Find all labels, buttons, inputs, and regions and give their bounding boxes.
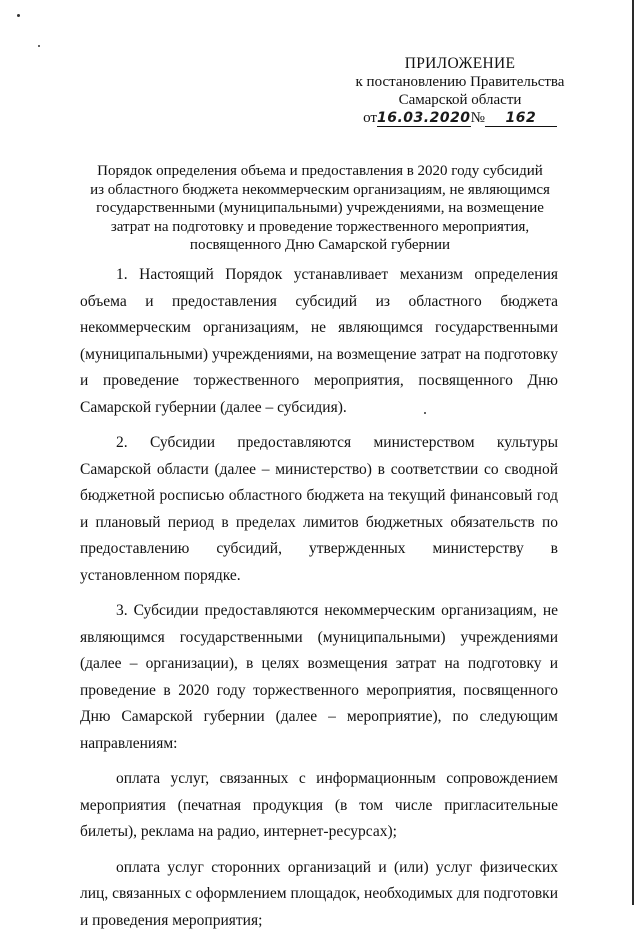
appendix-line: к постановлению Правительства [355,74,565,90]
scan-edge-line [632,0,634,905]
scan-speck [17,14,20,17]
paragraph-3: 3. Субсидии предоставляются некоммерческим организациям, не являющимся государственными (муниципальными) учреждениями (далее – организации), в целях возмещения затрат на подготовку и проведение в 2020 году торжественного мероприятия, посвященного Дню Самарской губернии (далее – мероприятие), по следующим направлениям: [80,602,558,752]
heading-line: затрат на подготовку и проведение торжественного мероприятия, [110,218,530,235]
heading-line: государственными (муниципальными) учреждениями, на возмещение [96,200,544,216]
handwritten-number: 162 [485,110,557,127]
heading-line: посвященного Дню Самарской губернии [189,237,451,253]
paragraph-5: оплата услуг сторонних организаций и (или) услуг физических лиц, связанных с оформлением площадок, необходимых для подготовки и проведения мероприятия; [80,858,558,929]
appendix-title: ПРИЛОЖЕНИЕ [404,55,516,72]
paragraph-2: 2. Субсидии предоставляются министерством культуры Самарской области (далее – министерство) в соответствии со сводной бюджетной росписью областного бюджета на текущий финансовый год и плановый период в пределах лимитов бюджетных обязательств по предоставлению субсидий, утвержденных министерству в установленном порядке. [80,434,558,584]
handwritten-date: 16.03.2020 [376,110,471,126]
appendix-date-number-line [345,109,575,127]
appendix-block [345,55,575,127]
document-body [80,262,558,943]
paragraph-1: 1. Настоящий Порядок устанавливает механизм определения объема и предоставления субсидий из областного бюджета некоммерческим организациям, не являющимся государственными (муниципальными) учреждениями, на возмещение затрат на подготовку и проведение торжественного мероприятия, посвященного Дню Самарской губернии (далее – субсидия). [80,266,558,416]
scan-speck [38,45,40,47]
heading-line: из областного бюджета некоммерческим организациям, не являющимся [90,181,550,198]
heading-line: Порядок определения объема и предоставления в 2020 году субсидий [97,163,543,179]
document-heading [80,162,560,255]
date-prefix: от [363,110,377,126]
number-prefix: № [470,110,485,126]
paragraph-4: оплата услуг, связанных с информационным сопровождением мероприятия (печатная продукция (в том числе пригласительные билеты), реклама на радио, интернет-ресурсах); [80,770,558,840]
appendix-line: Самарской области [398,92,522,108]
